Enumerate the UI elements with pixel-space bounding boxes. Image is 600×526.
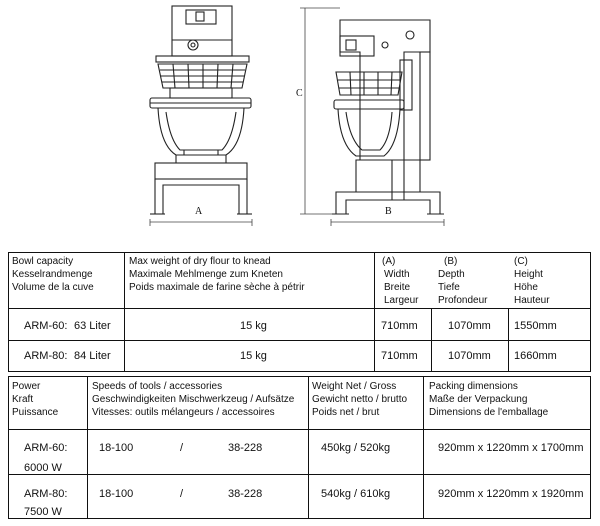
model-cell: ARM-60: [24,442,68,454]
a-header-en: Width [384,269,410,280]
capacity-header-fr: Volume de la cuve [12,282,94,293]
flour-cell: 15 kg [240,350,267,362]
capacity-cell: 84 Liter [74,350,111,362]
speed-separator: / [180,442,184,454]
depth-cell: 1070mm [448,350,491,362]
weight-header-de: Gewicht netto / brutto [312,394,408,405]
a-header-de: Breite [384,282,411,293]
front-view [150,6,252,214]
b-header-en: Depth [438,269,465,280]
b-header-de: Tiefe [438,282,460,293]
flour-header-fr: Poids maximale de farine sèche à pétrir [129,282,305,293]
machine-drawing [0,0,600,236]
side-view [332,20,444,214]
speed-separator: / [180,488,184,500]
speeds-header-fr: Vitesses: outils mélangeurs / accessoires [92,407,275,418]
width-cell: 710mm [381,320,418,332]
speeds-header-en: Speeds of tools / accessories [92,381,223,392]
speed-high-cell: 38-228 [228,442,263,454]
weight-header-fr: Poids net / brut [312,407,380,418]
dimension-c-label: C [296,88,303,99]
height-cell: 1660mm [514,350,557,362]
packing-cell: 920mm x 1220mm x 1920mm [438,488,584,500]
height-cell: 1550mm [514,320,557,332]
a-header-code: (A) [382,256,396,267]
weight-cell: 450kg / 520kg [321,442,391,454]
packing-header-fr: Dimensions de l'emballage [429,407,549,418]
flour-cell: 15 kg [240,320,267,332]
capacity-cell: 63 Liter [74,320,111,332]
a-header-fr: Largeur [384,295,419,306]
power-cell: 6000 W [24,462,62,474]
weight-header-en: Weight Net / Gross [312,381,397,392]
flour-header-de: Maximale Mehlmenge zum Kneten [129,269,283,280]
c-header-en: Height [514,269,543,280]
power-cell: 7500 W [24,506,62,518]
flour-header-en: Max weight of dry flour to knead [129,256,271,267]
b-header-code: (B) [444,256,458,267]
speed-high-cell: 38-228 [228,488,263,500]
model-cell: ARM-80: [24,488,68,500]
power-header-de: Kraft [12,394,34,405]
b-header-fr: Profondeur [438,295,488,306]
packing-header-de: Maße der Verpackung [429,394,528,405]
dimensions-table [8,252,591,372]
width-cell: 710mm [381,350,418,362]
speed-low-cell: 18-100 [99,442,134,454]
depth-cell: 1070mm [448,320,491,332]
weight-cell: 540kg / 610kg [321,488,391,500]
packing-cell: 920mm x 1220mm x 1700mm [438,442,584,454]
capacity-header-de: Kesselrandmenge [12,269,93,280]
model-cell: ARM-80: [24,350,68,362]
capacity-header-en: Bowl capacity [12,256,74,267]
c-header-fr: Hauteur [514,295,550,306]
speeds-header-de: Geschwindigkeiten Mischwerkzeug / Aufsätze [92,394,295,405]
c-header-code: (C) [514,256,528,267]
speed-low-cell: 18-100 [99,488,134,500]
model-cell: ARM-60: [24,320,68,332]
power-header-fr: Puissance [12,407,59,418]
dimension-a-label: A [195,206,203,217]
packing-header-en: Packing dimensions [429,381,518,392]
dimension-b-label: B [385,206,392,217]
power-header-en: Power [12,381,41,392]
c-header-de: Höhe [514,282,538,293]
specs-table [8,376,591,519]
